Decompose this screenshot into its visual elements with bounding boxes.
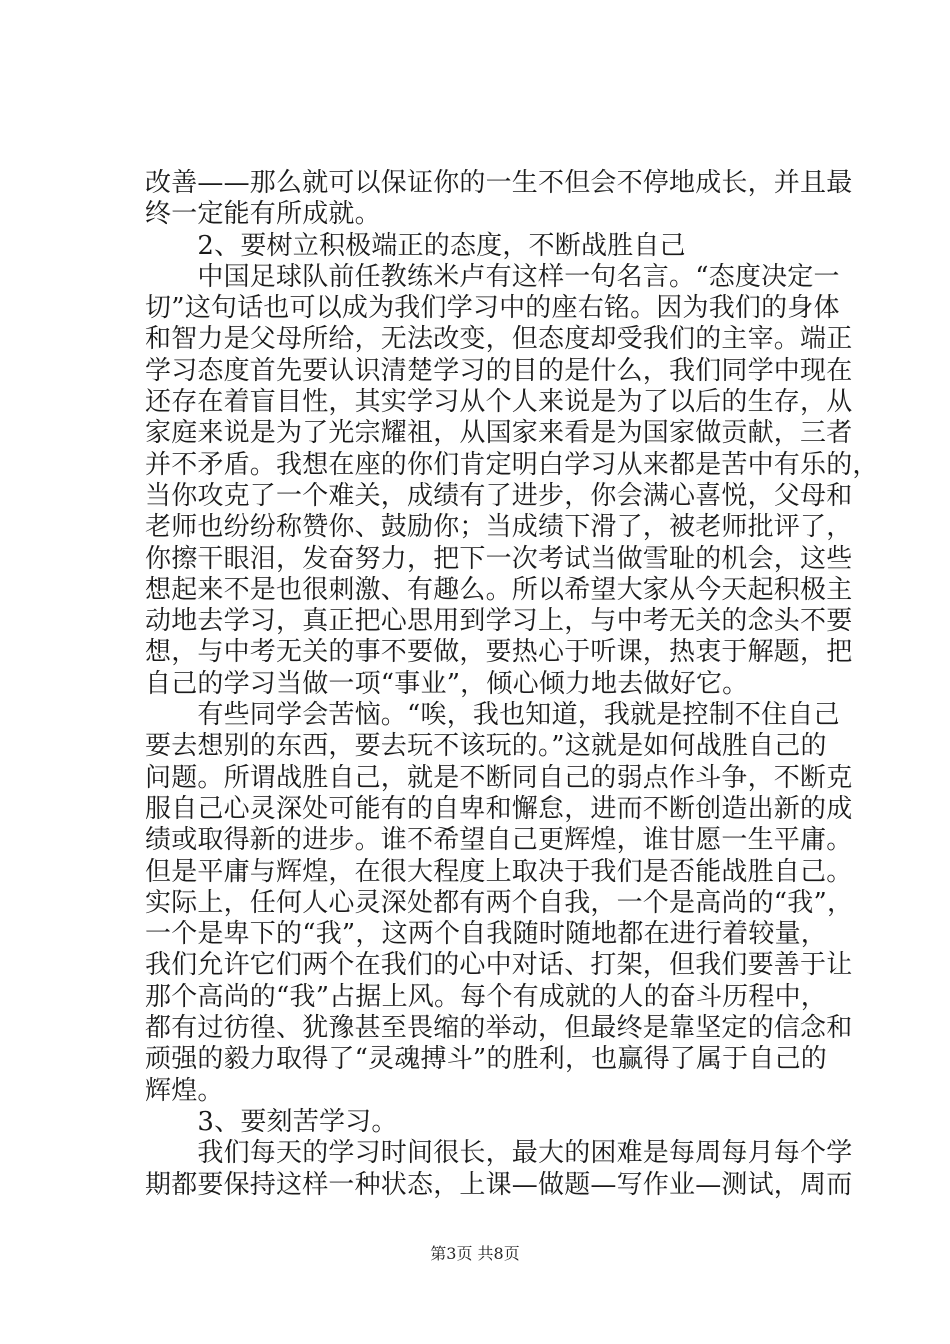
- text-line: 顽强的毅力取得了“灵魂搏斗”的胜利，也赢得了属于自己的: [145, 1044, 827, 1075]
- page-footer: 第3页 共8页: [430, 1244, 520, 1263]
- text-line: 终一定能有所成就。: [145, 199, 381, 230]
- text-line: 都有过彷徨、犹豫甚至畏缩的举动，但最终是靠坚定的信念和: [145, 1013, 853, 1044]
- body-text: [145, 168, 879, 1201]
- text-line: 我们每天的学习时间很长，最大的困难是每周每月每个学: [145, 1138, 853, 1169]
- text-line: 但是平庸与辉煌，在很大程度上取决于我们是否能战胜自己。: [145, 856, 853, 887]
- text-line: 一个是卑下的“我”，这两个自我随时随地都在进行着较量，: [145, 919, 827, 950]
- text-line: 3、要刻苦学习。: [145, 1106, 398, 1137]
- text-line: 还存在着盲目性，其实学习从个人来说是为了以后的生存，从: [145, 387, 853, 418]
- text-line: 改善——那么就可以保证你的一生不但会不停地成长，并且最: [145, 168, 853, 198]
- text-line: 自己的学习当做一项“事业”，倾心倾力地去做好它。: [145, 668, 749, 699]
- text-line: 想，与中考无关的事不要做，要热心于听课，热衷于解题，把: [145, 637, 853, 668]
- text-line: 中国足球队前任教练米卢有这样一句名言。“态度决定一: [145, 261, 840, 292]
- text-line: 老师也纷纷称赞你、鼓励你；当成绩下滑了，被老师批评了，: [145, 512, 853, 543]
- text-line: 那个高尚的“我”占据上风。每个有成就的人的奋斗历程中，: [145, 981, 827, 1012]
- text-line: 有些同学会苦恼。“唉，我也知道，我就是控制不住自己: [145, 700, 840, 731]
- text-line: 切”这句话也可以成为我们学习中的座右铭。因为我们的身体: [145, 293, 840, 324]
- text-line: 期都要保持这样一种状态，上课—做题—写作业—测试，周而: [145, 1169, 853, 1200]
- text-line: 并不矛盾。我想在座的你们肯定明白学习从来都是苦中有乐的，: [145, 449, 879, 480]
- text-line: 我们允许它们两个在我们的心中对话、打架，但我们要善于让: [145, 950, 853, 981]
- text-line: 家庭来说是为了光宗耀祖，从国家来看是为国家做贡献，三者: [145, 418, 853, 449]
- text-line: 动地去学习，真正把心思用到学习上，与中考无关的念头不要: [145, 606, 853, 637]
- text-line: 实际上，任何人心灵深处都有两个自我，一个是高尚的“我”，: [145, 887, 854, 918]
- text-line: 要去想别的东西，要去玩不该玩的。”这就是如何战胜自己的: [145, 731, 827, 762]
- text-line: 你擦干眼泪，发奋努力，把下一次考试当做雪耻的机会，这些: [145, 543, 853, 574]
- text-line: 服自己心灵深处可能有的自卑和懈怠，进而不断创造出新的成: [145, 793, 853, 824]
- text-line: 学习态度首先要认识清楚学习的目的是什么，我们同学中现在: [145, 355, 853, 386]
- text-line: 辉煌。: [145, 1075, 224, 1106]
- text-line: 问题。所谓战胜自己，就是不断同自己的弱点作斗争，不断克: [145, 762, 853, 793]
- text-line: 2、要树立积极端正的态度，不断战胜自己: [145, 230, 686, 261]
- text-line: 想起来不是也很刺激、有趣么。所以希望大家从今天起积极主: [145, 574, 853, 605]
- text-line: 绩或取得新的进步。谁不希望自己更辉煌，谁甘愿一生平庸。: [145, 825, 853, 856]
- text-line: 和智力是父母所给，无法改变，但态度却受我们的主宰。端正: [145, 324, 853, 355]
- text-line: 当你攻克了一个难关，成绩有了进步，你会满心喜悦，父母和: [145, 480, 853, 511]
